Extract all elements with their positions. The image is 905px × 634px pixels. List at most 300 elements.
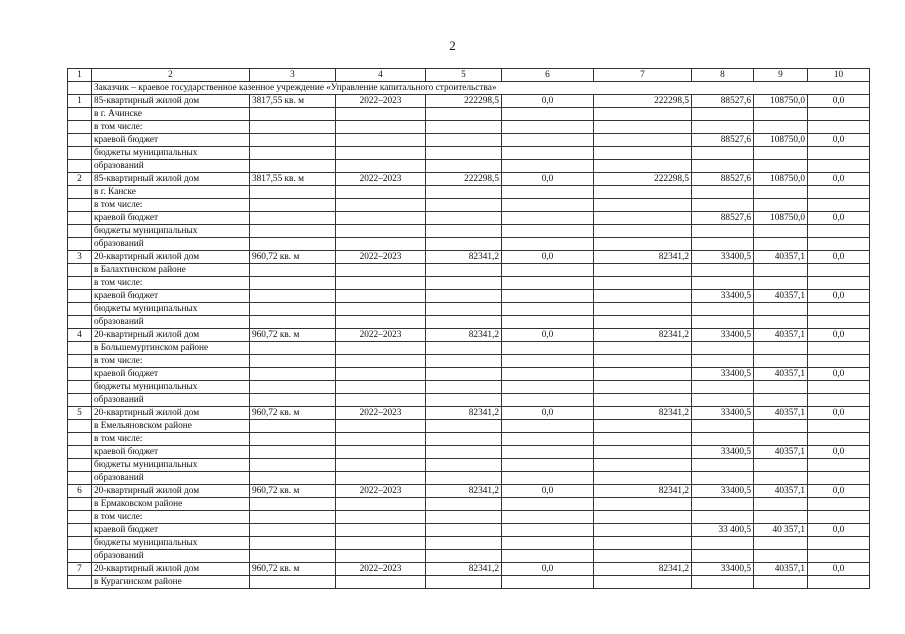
table-cell (336, 264, 426, 277)
table-cell (808, 459, 870, 472)
table-cell (502, 511, 594, 524)
project-location: в Балахтинском районе (92, 264, 250, 277)
project-row-cont (68, 186, 870, 199)
table-cell (68, 303, 92, 316)
column-header: 3 (250, 69, 336, 82)
table-cell (250, 264, 336, 277)
table-cell (594, 212, 692, 225)
value-col7: 82341,2 (594, 563, 692, 576)
value-col9: 108750,0 (754, 95, 808, 108)
project-period: 2022–2023 (336, 563, 426, 576)
regional-col9: 108750,0 (754, 212, 808, 225)
value-col9: 40357,1 (754, 407, 808, 420)
table-cell (502, 316, 594, 329)
table-cell (502, 238, 594, 251)
table-cell (808, 160, 870, 173)
table-cell (754, 550, 808, 563)
table-cell (502, 459, 594, 472)
table-cell (426, 277, 502, 290)
table-cell (426, 394, 502, 407)
table-cell (808, 121, 870, 134)
incl-label: в том числе: (92, 433, 250, 446)
row-number: 4 (68, 329, 92, 342)
column-header: 2 (92, 69, 250, 82)
table-cell (754, 303, 808, 316)
table-cell (426, 290, 502, 303)
regional-label: краевой бюджет (92, 446, 250, 459)
table-cell (502, 303, 594, 316)
municipal-budget-row-cont (68, 472, 870, 485)
project-name: 20-квартирный жилой дом (92, 563, 250, 576)
table-cell (68, 342, 92, 355)
table-cell (692, 238, 754, 251)
table-cell (692, 381, 754, 394)
table-cell (426, 550, 502, 563)
municipal-label: бюджеты муниципальных (92, 303, 250, 316)
table-cell (426, 108, 502, 121)
project-location: в Ермаковском районе (92, 498, 250, 511)
table-cell (594, 498, 692, 511)
table-cell (754, 498, 808, 511)
table-cell (426, 355, 502, 368)
table-cell (692, 108, 754, 121)
table-cell (808, 277, 870, 290)
value-col8: 33400,5 (692, 251, 754, 264)
column-header: 5 (426, 69, 502, 82)
table-cell (754, 186, 808, 199)
project-name: 20-квартирный жилой дом (92, 329, 250, 342)
table-cell (250, 511, 336, 524)
table-cell (250, 303, 336, 316)
municipal-label-cont: образований (92, 472, 250, 485)
table-cell (426, 134, 502, 147)
table-cell (594, 550, 692, 563)
customer-row (68, 82, 870, 95)
regional-col8: 88527,6 (692, 212, 754, 225)
value-col8: 33400,5 (692, 329, 754, 342)
incl-label: в том числе: (92, 121, 250, 134)
value-col9: 40357,1 (754, 563, 808, 576)
table-cell (250, 472, 336, 485)
table-cell (594, 238, 692, 251)
municipal-budget-row-cont (68, 394, 870, 407)
table-cell (808, 550, 870, 563)
table-cell (250, 290, 336, 303)
table-cell (426, 264, 502, 277)
table-cell (502, 186, 594, 199)
value-col6: 0,0 (502, 95, 594, 108)
project-location: в г. Ачинске (92, 108, 250, 121)
table-cell (250, 355, 336, 368)
table-cell (336, 290, 426, 303)
table-cell (502, 420, 594, 433)
table-cell (754, 342, 808, 355)
value-col7: 82341,2 (594, 251, 692, 264)
table-cell (426, 420, 502, 433)
table-cell (68, 420, 92, 433)
table-cell (808, 186, 870, 199)
regional-col8: 33400,5 (692, 446, 754, 459)
table-cell (808, 355, 870, 368)
project-name: 20-квартирный жилой дом (92, 251, 250, 264)
regional-col9: 40 357,1 (754, 524, 808, 537)
table-cell (336, 316, 426, 329)
column-header: 8 (692, 69, 754, 82)
table-cell (336, 550, 426, 563)
table-cell (336, 186, 426, 199)
table-cell (502, 290, 594, 303)
table-cell (426, 459, 502, 472)
incl-row (68, 433, 870, 446)
row-number: 1 (68, 95, 92, 108)
table-cell (692, 459, 754, 472)
regional-budget-row (68, 368, 870, 381)
table-cell (336, 108, 426, 121)
incl-label: в том числе: (92, 277, 250, 290)
table-cell (336, 472, 426, 485)
municipal-label-cont: образований (92, 238, 250, 251)
value-col10: 0,0 (808, 173, 870, 186)
value-col8: 88527,6 (692, 95, 754, 108)
project-location: в Емельяновском районе (92, 420, 250, 433)
table-cell (68, 316, 92, 329)
table-cell (502, 108, 594, 121)
table-cell (68, 82, 92, 95)
table-cell (808, 316, 870, 329)
project-period: 2022–2023 (336, 407, 426, 420)
column-header: 10 (808, 69, 870, 82)
value-col10: 0,0 (808, 485, 870, 498)
municipal-label-cont: образований (92, 550, 250, 563)
table-cell (594, 108, 692, 121)
table-cell (68, 186, 92, 199)
column-header-row (68, 69, 870, 82)
regional-col10: 0,0 (808, 524, 870, 537)
municipal-label-cont: образований (92, 394, 250, 407)
table-cell (426, 147, 502, 160)
table-cell (594, 459, 692, 472)
table-cell (336, 134, 426, 147)
table-cell (336, 576, 426, 589)
table-cell (594, 160, 692, 173)
project-row (68, 485, 870, 498)
regional-label: краевой бюджет (92, 368, 250, 381)
table-cell (336, 420, 426, 433)
table-cell (336, 342, 426, 355)
incl-row (68, 355, 870, 368)
table-cell (754, 121, 808, 134)
column-header: 9 (754, 69, 808, 82)
table-cell (68, 576, 92, 589)
regional-col10: 0,0 (808, 368, 870, 381)
table-cell (692, 303, 754, 316)
municipal-budget-row (68, 147, 870, 160)
column-header: 1 (68, 69, 92, 82)
table-cell (754, 381, 808, 394)
table-cell (336, 511, 426, 524)
value-col6: 0,0 (502, 407, 594, 420)
table-cell (502, 199, 594, 212)
table-cell (250, 212, 336, 225)
table-cell (336, 199, 426, 212)
table-cell (692, 394, 754, 407)
table-cell (336, 303, 426, 316)
table-cell (692, 433, 754, 446)
regional-label: краевой бюджет (92, 290, 250, 303)
table-cell (250, 433, 336, 446)
table-cell (250, 342, 336, 355)
table-cell (594, 342, 692, 355)
value-col7: 82341,2 (594, 407, 692, 420)
table-cell (754, 472, 808, 485)
table-cell (594, 511, 692, 524)
incl-row (68, 511, 870, 524)
table-cell (808, 238, 870, 251)
value-col8: 33400,5 (692, 563, 754, 576)
regional-col10: 0,0 (808, 212, 870, 225)
table-cell (426, 225, 502, 238)
table-cell (502, 212, 594, 225)
table-cell (336, 121, 426, 134)
table-cell (336, 355, 426, 368)
value-col9: 108750,0 (754, 173, 808, 186)
project-row (68, 329, 870, 342)
table-cell (502, 147, 594, 160)
table-cell (426, 316, 502, 329)
table-cell (692, 550, 754, 563)
value-col9: 40357,1 (754, 485, 808, 498)
table-cell (594, 316, 692, 329)
table-cell (336, 394, 426, 407)
value-col7: 222298,5 (594, 173, 692, 186)
municipal-label-cont: образований (92, 160, 250, 173)
municipal-label: бюджеты муниципальных (92, 147, 250, 160)
column-header: 4 (336, 69, 426, 82)
table-cell (808, 264, 870, 277)
table-cell (808, 433, 870, 446)
value-col6: 0,0 (502, 329, 594, 342)
table-cell (336, 524, 426, 537)
table-cell (594, 277, 692, 290)
table-cell (754, 147, 808, 160)
regional-col10: 0,0 (808, 290, 870, 303)
table-cell (692, 160, 754, 173)
table-cell (250, 446, 336, 459)
table-cell (594, 290, 692, 303)
table-cell (808, 108, 870, 121)
table-cell (250, 121, 336, 134)
incl-label: в том числе: (92, 199, 250, 212)
value-col5: 222298,5 (426, 173, 502, 186)
table-cell (68, 134, 92, 147)
regional-col8: 33400,5 (692, 368, 754, 381)
table-cell (250, 576, 336, 589)
project-area: 960,72 кв. м (250, 251, 336, 264)
table-cell (502, 368, 594, 381)
table-cell (250, 108, 336, 121)
budget-table (67, 68, 870, 589)
table-cell (336, 225, 426, 238)
municipal-label: бюджеты муниципальных (92, 537, 250, 550)
table-cell (594, 537, 692, 550)
regional-budget-row (68, 134, 870, 147)
table-cell (68, 160, 92, 173)
value-col5: 82341,2 (426, 485, 502, 498)
table-cell (250, 225, 336, 238)
table-cell (502, 160, 594, 173)
table-cell (426, 472, 502, 485)
value-col5: 82341,2 (426, 563, 502, 576)
table-cell (336, 537, 426, 550)
table-cell (426, 537, 502, 550)
municipal-budget-row-cont (68, 550, 870, 563)
value-col8: 33400,5 (692, 485, 754, 498)
customer-label: Заказчик – краевое государственное казенное учреждение «Управление капитального строительства» (92, 82, 870, 95)
regional-label: краевой бюджет (92, 134, 250, 147)
table-cell (250, 134, 336, 147)
project-period: 2022–2023 (336, 95, 426, 108)
table-cell (754, 277, 808, 290)
table-cell (250, 277, 336, 290)
table-cell (594, 381, 692, 394)
column-header: 7 (594, 69, 692, 82)
regional-col8: 33 400,5 (692, 524, 754, 537)
project-area: 960,72 кв. м (250, 485, 336, 498)
table-cell (68, 368, 92, 381)
table-cell (250, 420, 336, 433)
table-cell (426, 303, 502, 316)
table-cell (68, 199, 92, 212)
value-col10: 0,0 (808, 329, 870, 342)
municipal-budget-row (68, 537, 870, 550)
incl-label: в том числе: (92, 355, 250, 368)
regional-budget-row (68, 290, 870, 303)
table-cell (336, 446, 426, 459)
project-row (68, 251, 870, 264)
table-cell (692, 225, 754, 238)
municipal-label: бюджеты муниципальных (92, 459, 250, 472)
table-cell (754, 420, 808, 433)
value-col5: 82341,2 (426, 329, 502, 342)
table-cell (336, 147, 426, 160)
table-cell (594, 264, 692, 277)
table-cell (426, 498, 502, 511)
table-cell (692, 537, 754, 550)
table-cell (68, 277, 92, 290)
municipal-label: бюджеты муниципальных (92, 225, 250, 238)
table-cell (426, 212, 502, 225)
table-cell (594, 420, 692, 433)
table-cell (250, 524, 336, 537)
table-cell (502, 225, 594, 238)
municipal-budget-row (68, 225, 870, 238)
table-cell (336, 160, 426, 173)
table-cell (754, 433, 808, 446)
project-name: 20-квартирный жилой дом (92, 485, 250, 498)
table-cell (502, 472, 594, 485)
municipal-budget-row (68, 303, 870, 316)
table-cell (692, 277, 754, 290)
page-number: 2 (449, 38, 456, 53)
table-cell (68, 537, 92, 550)
table-cell (502, 121, 594, 134)
project-row-cont (68, 264, 870, 277)
table-cell (250, 199, 336, 212)
table-cell (502, 277, 594, 290)
table-cell (692, 576, 754, 589)
regional-label: краевой бюджет (92, 212, 250, 225)
table-cell (426, 524, 502, 537)
project-period: 2022–2023 (336, 329, 426, 342)
table-cell (336, 498, 426, 511)
table-cell (68, 446, 92, 459)
table-cell (502, 264, 594, 277)
table-cell (426, 576, 502, 589)
project-area: 3817,55 кв. м (250, 173, 336, 186)
municipal-label: бюджеты муниципальных (92, 381, 250, 394)
regional-col9: 40357,1 (754, 446, 808, 459)
table-cell (426, 186, 502, 199)
table-cell (250, 147, 336, 160)
table-cell (754, 225, 808, 238)
table-cell (502, 394, 594, 407)
project-name: 85-квартирный жилой дом (92, 95, 250, 108)
table-cell (68, 212, 92, 225)
table-cell (754, 355, 808, 368)
table-cell (68, 290, 92, 303)
project-area: 960,72 кв. м (250, 407, 336, 420)
table-cell (68, 355, 92, 368)
table-cell (68, 225, 92, 238)
table-cell (692, 511, 754, 524)
row-number: 5 (68, 407, 92, 420)
table-cell (250, 550, 336, 563)
value-col7: 222298,5 (594, 95, 692, 108)
table-cell (426, 199, 502, 212)
project-row-cont (68, 108, 870, 121)
table-cell (426, 446, 502, 459)
municipal-label-cont: образований (92, 316, 250, 329)
table-cell (594, 303, 692, 316)
table-cell (692, 498, 754, 511)
table-cell (68, 433, 92, 446)
table-cell (68, 381, 92, 394)
table-cell (336, 433, 426, 446)
table-cell (250, 160, 336, 173)
table-cell (754, 576, 808, 589)
value-col5: 82341,2 (426, 251, 502, 264)
project-row-cont (68, 342, 870, 355)
municipal-budget-row (68, 459, 870, 472)
project-row (68, 563, 870, 576)
table-cell (68, 498, 92, 511)
value-col10: 0,0 (808, 407, 870, 420)
regional-col9: 108750,0 (754, 134, 808, 147)
value-col5: 222298,5 (426, 95, 502, 108)
table-cell (68, 524, 92, 537)
project-location: в Большемуртинском районе (92, 342, 250, 355)
project-row-cont (68, 576, 870, 589)
value-col7: 82341,2 (594, 485, 692, 498)
municipal-budget-row (68, 381, 870, 394)
table-cell (426, 342, 502, 355)
regional-col10: 0,0 (808, 446, 870, 459)
table-cell (594, 225, 692, 238)
regional-col8: 33400,5 (692, 290, 754, 303)
project-area: 960,72 кв. м (250, 563, 336, 576)
table-cell (426, 511, 502, 524)
project-area: 960,72 кв. м (250, 329, 336, 342)
